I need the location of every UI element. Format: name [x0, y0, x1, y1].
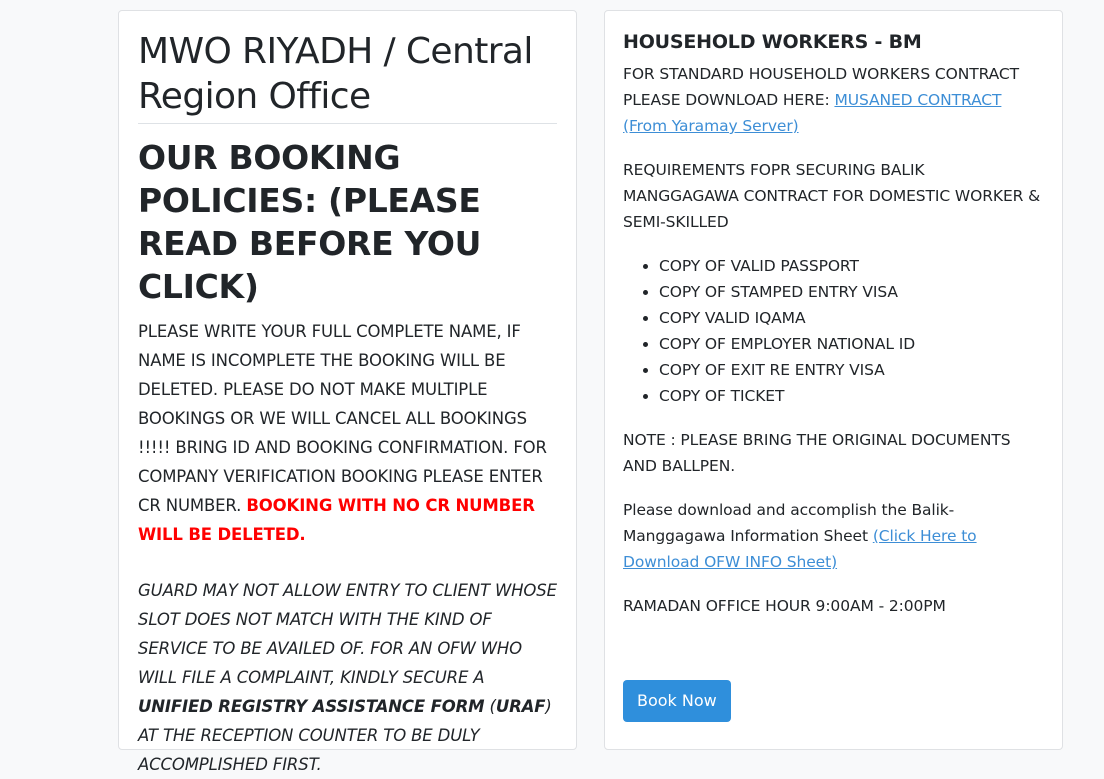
guard-text-end: ) AT THE RECEPTION COUNTER TO BE DULY ACCOMPLISHED FIRST. [138, 697, 552, 774]
requirements-text: REQUIREMENTS FOPR SECURING BALIK MANGGAGAWA CONTRACT FOR DOMESTIC WORKER & SEMI-SKILLED [623, 161, 1041, 231]
policies-title: OUR BOOKING POLICIES: (PLEASE READ BEFORE YOU CLICK) [138, 138, 482, 306]
list-item: • COPY OF EMPLOYER NATIONAL ID [659, 331, 1044, 357]
policy-warning: BOOKING WITH NO CR NUMBER WILL BE DELETED. [138, 496, 535, 544]
list-item: • COPY OF VALID PASSPORT [659, 253, 1044, 279]
guard-notice [138, 576, 557, 779]
info-sheet-paragraph [623, 497, 1044, 575]
info-sheet-text: Please download and accomplish the Balik-Manggagawa Information Sheet [623, 501, 955, 545]
household-workers-title: HOUSEHOLD WORKERS - BM [623, 31, 922, 53]
list-item: • COPY OF TICKET [659, 383, 1044, 409]
urf-form-name: UNIFIED REGISTRY ASSISTANCE FORM [138, 697, 485, 716]
booking-policies-card [118, 10, 577, 774]
household-workers-card [604, 10, 1063, 750]
book-now-button[interactable]: Book Now [623, 680, 731, 722]
contract-paragraph [623, 61, 1044, 139]
requirements-list [623, 253, 1044, 409]
policy-text [138, 317, 557, 549]
info-sheet-download-link[interactable]: (Click Here to Download OFW INFO Sheet) [623, 527, 977, 571]
list-item: • COPY OF EXIT RE ENTRY VISA [659, 357, 1044, 383]
list-item: • COPY OF STAMPED ENTRY VISA [659, 279, 1044, 305]
office-hours: RAMADAN OFFICE HOUR 9:00AM - 2:00PM [623, 597, 946, 615]
documents-note: NOTE : PLEASE BRING THE ORIGINAL DOCUMENTS AND BALLPEN. [623, 431, 1011, 475]
musaned-contract-link[interactable]: MUSANED CONTRACT (From Yaramay Server) [623, 91, 1002, 135]
uraf-acronym: URAF [495, 697, 546, 716]
guard-text: GUARD MAY NOT ALLOW ENTRY TO CLIENT WHOSE SLOT DOES NOT MATCH WITH THE KIND OF SERVICE TO BE AVAILED OF. FOR AN OFW WHO WILL FILE A COMPLAINT, KINDLY SECURE A [138, 581, 557, 687]
guard-paren: ( [489, 697, 496, 716]
list-item: • COPY VALID IQAMA [659, 305, 1044, 331]
policy-body: PLEASE WRITE YOUR FULL COMPLETE NAME, IF NAME IS INCOMPLETE THE BOOKING WILL BE DELETED. PLEASE DO NOT MAKE MULTIPLE BOOKINGS OR WE WILL CANCEL ALL BOOKINGS !!!!! BRING ID AND BOOKING CONFIRMATION. FOR COMPANY VERIFICATION BOOKING PLEASE ENTER CR NUMBER. [138, 322, 547, 515]
contract-text: FOR STANDARD HOUSEHOLD WORKERS CONTRACT PLEASE DOWNLOAD HERE: [623, 65, 1019, 109]
office-title: MWO RIYADH / Central Region Office [138, 29, 557, 124]
